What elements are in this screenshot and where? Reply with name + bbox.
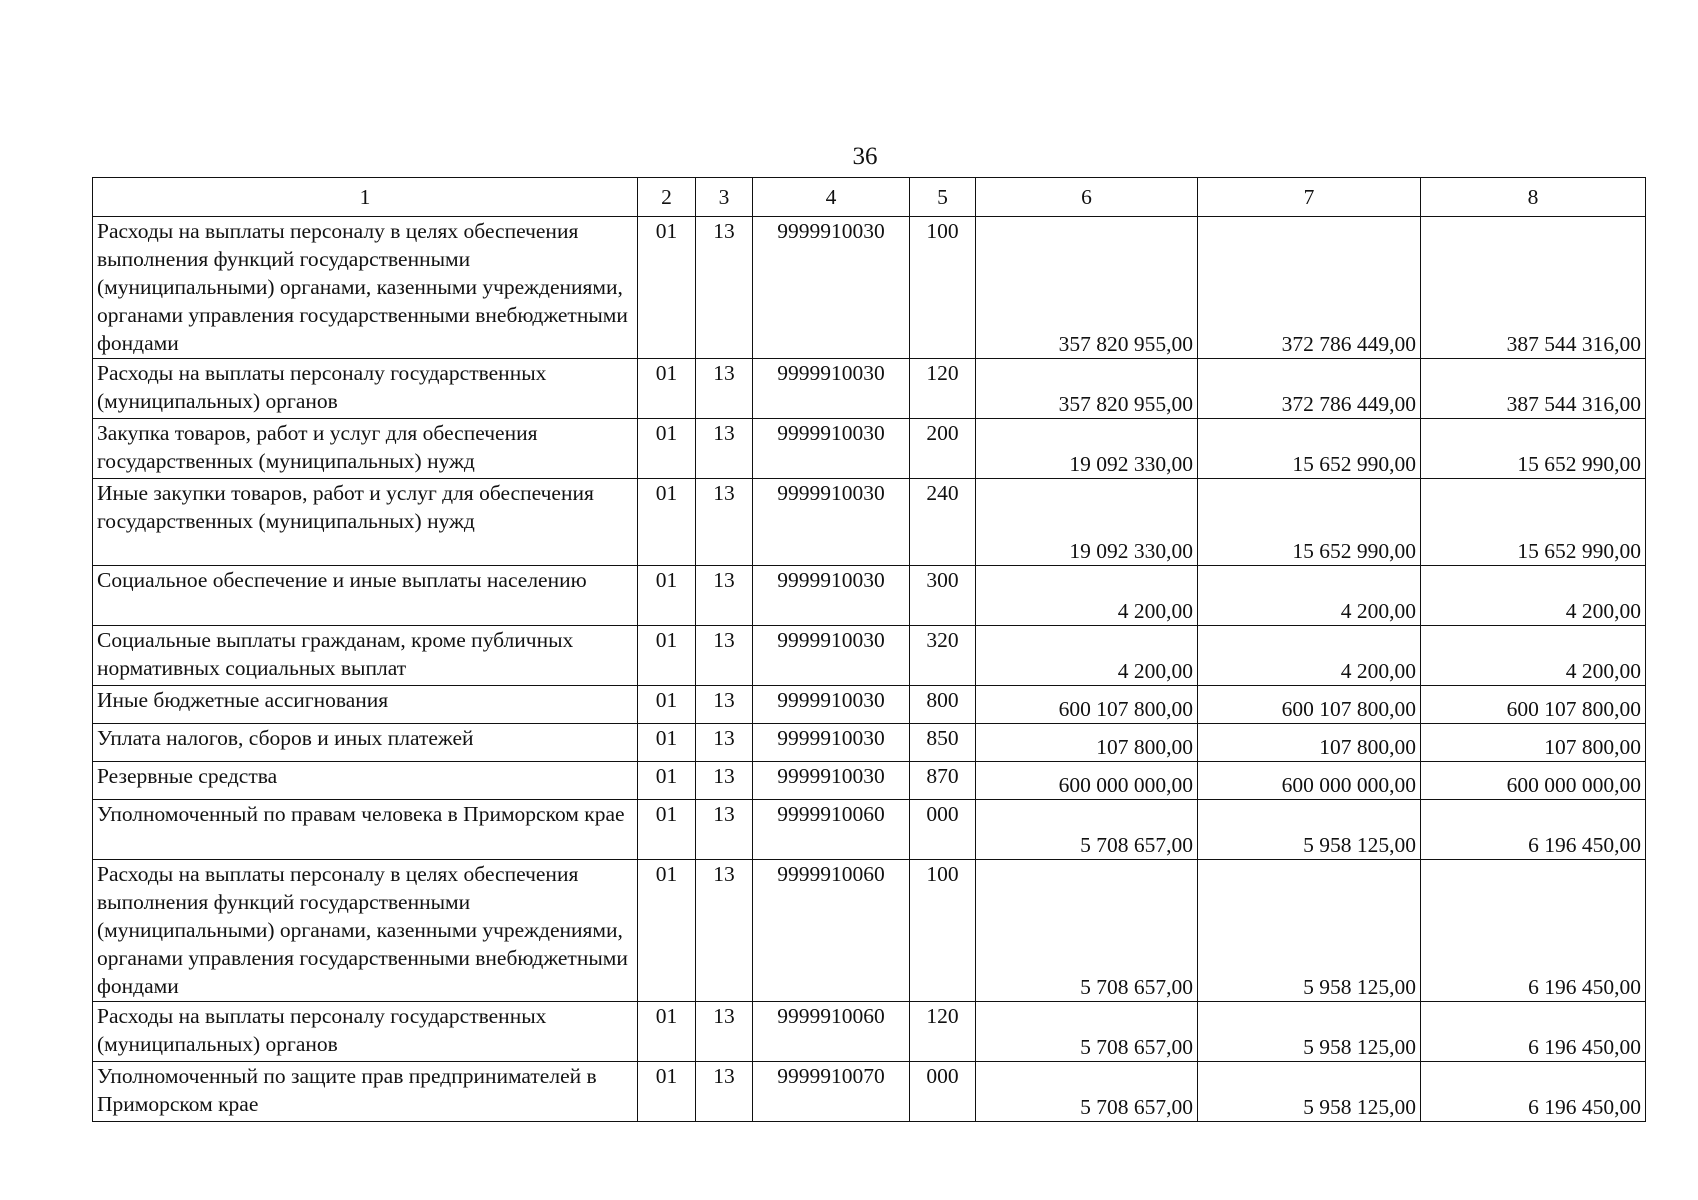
- amount-col6: 5 708 657,00: [976, 800, 1198, 860]
- amount-col6: 19 092 330,00: [976, 479, 1198, 566]
- amount-col6: 4 200,00: [976, 626, 1198, 686]
- subsection-code: 13: [696, 217, 753, 359]
- table-row: [93, 359, 1646, 419]
- expense-type-code: 100: [910, 860, 976, 1002]
- section-code: 01: [638, 479, 696, 566]
- column-header: 3: [696, 178, 753, 217]
- amount-col7: 5 958 125,00: [1198, 860, 1421, 1002]
- amount-col8: 6 196 450,00: [1421, 1002, 1646, 1062]
- target-article-code: 9999910030: [753, 217, 910, 359]
- expense-type-code: 100: [910, 217, 976, 359]
- target-article-code: 9999910030: [753, 686, 910, 724]
- amount-col6: 5 708 657,00: [976, 1062, 1198, 1122]
- subsection-code: 13: [696, 1062, 753, 1122]
- section-code: 01: [638, 762, 696, 800]
- expense-type-code: 870: [910, 762, 976, 800]
- table-row: [93, 626, 1646, 686]
- amount-col6: 19 092 330,00: [976, 419, 1198, 479]
- amount-col7: 5 958 125,00: [1198, 1002, 1421, 1062]
- expense-type-code: 120: [910, 359, 976, 419]
- amount-col6: 4 200,00: [976, 566, 1198, 626]
- expense-type-code: 800: [910, 686, 976, 724]
- amount-col6: 357 820 955,00: [976, 359, 1198, 419]
- amount-col8: 600 000 000,00: [1421, 762, 1646, 800]
- subsection-code: 13: [696, 860, 753, 1002]
- amount-col6: 357 820 955,00: [976, 217, 1198, 359]
- target-article-code: 9999910030: [753, 762, 910, 800]
- amount-col7: 372 786 449,00: [1198, 217, 1421, 359]
- subsection-code: 13: [696, 762, 753, 800]
- header-row: [93, 178, 1646, 217]
- section-code: 01: [638, 1062, 696, 1122]
- subsection-code: 13: [696, 686, 753, 724]
- amount-col8: 387 544 316,00: [1421, 359, 1646, 419]
- row-name: Расходы на выплаты персоналу в целях обеспечения выполнения функций государственными (муниципальными) органами, казенными учреждениями, органами управления государственными внебюджетными фондами: [93, 217, 638, 359]
- table-row: [93, 860, 1646, 1002]
- subsection-code: 13: [696, 359, 753, 419]
- budget-table: [92, 177, 1646, 1122]
- target-article-code: 9999910030: [753, 479, 910, 566]
- target-article-code: 9999910060: [753, 1002, 910, 1062]
- row-name: Закупка товаров, работ и услуг для обеспечения государственных (муниципальных) нужд: [93, 419, 638, 479]
- amount-col8: 600 107 800,00: [1421, 686, 1646, 724]
- amount-col8: 107 800,00: [1421, 724, 1646, 762]
- amount-col6: 107 800,00: [976, 724, 1198, 762]
- row-name: Расходы на выплаты персоналу государственных (муниципальных) органов: [93, 1002, 638, 1062]
- row-name: Резервные средства: [93, 762, 638, 800]
- amount-col6: 600 107 800,00: [976, 686, 1198, 724]
- row-name: Уполномоченный по правам человека в Приморском крае: [93, 800, 638, 860]
- expense-type-code: 000: [910, 800, 976, 860]
- subsection-code: 13: [696, 1002, 753, 1062]
- target-article-code: 9999910030: [753, 724, 910, 762]
- amount-col8: 6 196 450,00: [1421, 800, 1646, 860]
- table-row: [93, 419, 1646, 479]
- amount-col7: 4 200,00: [1198, 626, 1421, 686]
- row-name: Социальные выплаты гражданам, кроме публичных нормативных социальных выплат: [93, 626, 638, 686]
- target-article-code: 9999910030: [753, 359, 910, 419]
- row-name: Уполномоченный по защите прав предпринимателей в Приморском крае: [93, 1062, 638, 1122]
- section-code: 01: [638, 686, 696, 724]
- table-row: [93, 566, 1646, 626]
- expense-type-code: 850: [910, 724, 976, 762]
- subsection-code: 13: [696, 724, 753, 762]
- column-header: 1: [93, 178, 638, 217]
- table-row: [93, 686, 1646, 724]
- amount-col7: 4 200,00: [1198, 566, 1421, 626]
- table-row: [93, 479, 1646, 566]
- amount-col7: 107 800,00: [1198, 724, 1421, 762]
- section-code: 01: [638, 626, 696, 686]
- target-article-code: 9999910030: [753, 419, 910, 479]
- column-header: 8: [1421, 178, 1646, 217]
- row-name: Социальное обеспечение и иные выплаты населению: [93, 566, 638, 626]
- target-article-code: 9999910060: [753, 860, 910, 1002]
- target-article-code: 9999910030: [753, 566, 910, 626]
- table-row: [93, 1062, 1646, 1122]
- table-row: [93, 800, 1646, 860]
- row-name: Расходы на выплаты персоналу в целях обеспечения выполнения функций государственными (муниципальными) органами, казенными учреждениями, органами управления государственными внебюджетными фондами: [93, 860, 638, 1002]
- subsection-code: 13: [696, 626, 753, 686]
- amount-col8: 6 196 450,00: [1421, 860, 1646, 1002]
- row-name: Уплата налогов, сборов и иных платежей: [93, 724, 638, 762]
- amount-col8: 387 544 316,00: [1421, 217, 1646, 359]
- section-code: 01: [638, 217, 696, 359]
- expense-type-code: 200: [910, 419, 976, 479]
- subsection-code: 13: [696, 419, 753, 479]
- amount-col7: 5 958 125,00: [1198, 800, 1421, 860]
- section-code: 01: [638, 566, 696, 626]
- subsection-code: 13: [696, 566, 753, 626]
- expense-type-code: 300: [910, 566, 976, 626]
- subsection-code: 13: [696, 800, 753, 860]
- target-article-code: 9999910030: [753, 626, 910, 686]
- table-row: [93, 1002, 1646, 1062]
- expense-type-code: 320: [910, 626, 976, 686]
- amount-col8: 6 196 450,00: [1421, 1062, 1646, 1122]
- row-name: Иные закупки товаров, работ и услуг для обеспечения государственных (муниципальных) нужд: [93, 479, 638, 566]
- column-header: 6: [976, 178, 1198, 217]
- amount-col7: 5 958 125,00: [1198, 1062, 1421, 1122]
- amount-col8: 4 200,00: [1421, 626, 1646, 686]
- amount-col8: 4 200,00: [1421, 566, 1646, 626]
- column-header: 4: [753, 178, 910, 217]
- section-code: 01: [638, 1002, 696, 1062]
- row-name: Иные бюджетные ассигнования: [93, 686, 638, 724]
- amount-col8: 15 652 990,00: [1421, 419, 1646, 479]
- amount-col7: 600 107 800,00: [1198, 686, 1421, 724]
- column-header: 2: [638, 178, 696, 217]
- amount-col7: 15 652 990,00: [1198, 419, 1421, 479]
- expense-type-code: 120: [910, 1002, 976, 1062]
- expense-type-code: 000: [910, 1062, 976, 1122]
- section-code: 01: [638, 359, 696, 419]
- amount-col6: 5 708 657,00: [976, 1002, 1198, 1062]
- table-row: [93, 217, 1646, 359]
- expense-type-code: 240: [910, 479, 976, 566]
- target-article-code: 9999910060: [753, 800, 910, 860]
- amount-col6: 5 708 657,00: [976, 860, 1198, 1002]
- subsection-code: 13: [696, 479, 753, 566]
- column-header: 5: [910, 178, 976, 217]
- table-row: [93, 724, 1646, 762]
- amount-col7: 600 000 000,00: [1198, 762, 1421, 800]
- target-article-code: 9999910070: [753, 1062, 910, 1122]
- amount-col6: 600 000 000,00: [976, 762, 1198, 800]
- section-code: 01: [638, 419, 696, 479]
- table-row: [93, 762, 1646, 800]
- column-header: 7: [1198, 178, 1421, 217]
- row-name: Расходы на выплаты персоналу государственных (муниципальных) органов: [93, 359, 638, 419]
- amount-col7: 372 786 449,00: [1198, 359, 1421, 419]
- page-number: 36: [852, 143, 878, 170]
- section-code: 01: [638, 800, 696, 860]
- section-code: 01: [638, 724, 696, 762]
- section-code: 01: [638, 860, 696, 1002]
- amount-col7: 15 652 990,00: [1198, 479, 1421, 566]
- amount-col8: 15 652 990,00: [1421, 479, 1646, 566]
